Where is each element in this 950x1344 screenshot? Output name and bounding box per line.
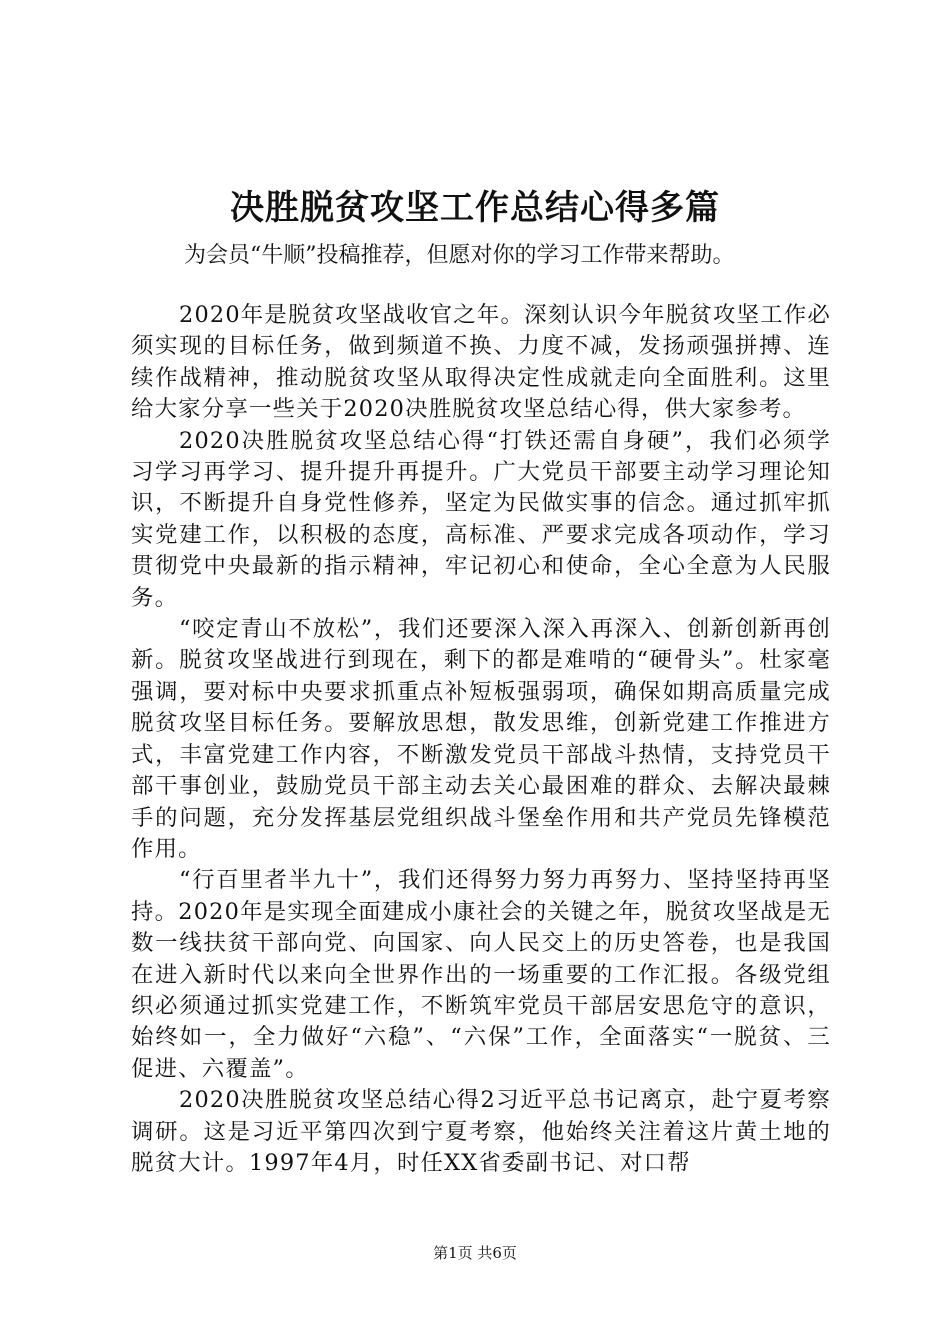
document-title: 决胜脱贫攻坚工作总结心得多篇 — [230, 188, 720, 228]
paragraph: 2020决胜脱贫攻坚总结心得2习近平总书记离京，赴宁夏考察调研。这是习近平第四次到宁夏考察，他始终关注着这片黄土地的脱贫大计。1997年4月，时任XX省委副书记、对口帮 — [131, 1087, 831, 1176]
document-subtitle: 为会员“牛顺”投稿推荐，但愿对你的学习工作带来帮助。 — [184, 243, 735, 268]
document-body — [131, 300, 831, 1179]
paragraph: “行百里者半九十”，我们还得努力努力再努力、坚持坚持再坚持。2020年是实现全面建成小康社会的关键之年，脱贫攻坚战是无数一线扶贫干部向党、向国家、向人民交上的历史答卷，也是我国在进入新时代以来向全世界作出的一场重要的工作汇报。各级党组织必须通过抓实党建工作，不断筑牢党员干部居安思危守的意识，始终如一，全力做好“六稳”、“六保”工作，全面落实“一脱贫、三促进、六覆盖”。 — [131, 867, 831, 1082]
paragraph: “咬定青山不放松”，我们还要深入深入再深入、创新创新再创新。脱贫攻坚战进行到现在，剩下的都是难啃的“硬骨头”。杜家毫强调，要对标中央要求抓重点补短板强弱项，确保如期高质量完成脱贫攻坚目标任务。要解放思想，散发思维，创新党建工作推进方式，丰富党建工作内容，不断激发党员干部战斗热情，支持党员干部干事创业，鼓励党员干部主动去关心最困难的群众、去解决最棘手的问题，充分发挥基层党组织战斗堡垒作用和共产党员先锋模范作用。 — [131, 616, 831, 862]
paragraph: 2020决胜脱贫攻坚总结心得“打铁还需自身硬”，我们必须学习学习再学习、提升提升再提升。广大党员干部要主动学习理论知识，不断提升自身党性修养，坚定为民做实事的信念。通过抓牢抓实党建工作，以积极的态度，高标准、严要求完成各项动作，学习贯彻党中央最新的指示精神，牢记初心和使命，全心全意为人民服务。 — [131, 427, 831, 611]
paragraph: 2020年是脱贫攻坚战收官之年。深刻认识今年脱贫攻坚工作必须实现的目标任务，做到频道不换、力度不减，发扬顽强拼搏、连续作战精神，推动脱贫攻坚从取得决定性成就走向全面胜利。这里给大家分享一些关于2020决胜脱贫攻坚总结心得，供大家参考。 — [131, 302, 831, 423]
page-footer: 第1页 共6页 — [433, 1244, 517, 1262]
